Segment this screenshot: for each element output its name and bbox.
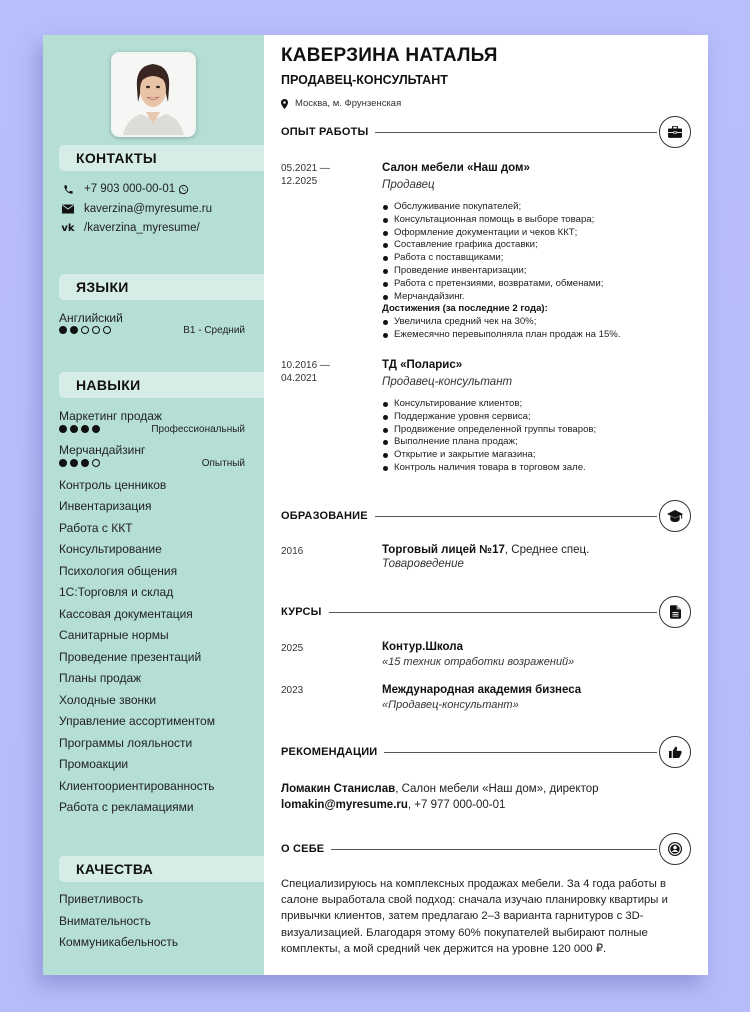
achievement-item: Увеличила средний чек на 30%; (382, 316, 692, 329)
duty-item: Контроль наличия товара в торговом зале. (382, 462, 692, 475)
duty-item: Открытие и закрытие магазина; (382, 449, 692, 462)
whatsapp-icon (178, 184, 189, 195)
skill-item: Клиентоориентированность (59, 779, 215, 793)
profile-photo (111, 52, 196, 137)
job-entry (382, 359, 692, 475)
course-provider: Контур.Школа (382, 641, 463, 653)
recommendations-section-header (281, 736, 691, 768)
courses-section-header (281, 596, 691, 628)
course-entry (382, 684, 692, 711)
skill-name: Маркетинг продаж (59, 409, 162, 423)
education-year: 2016 (281, 546, 304, 557)
email-text: kaverzina@myresume.ru (84, 203, 212, 215)
graduation-cap-icon (659, 500, 691, 532)
course-year: 2023 (281, 685, 304, 696)
skill-item: Психология общения (59, 564, 178, 578)
duty-item: Мерчандайзинг. (382, 291, 692, 304)
phone-icon (61, 182, 75, 196)
quality-item: Внимательность (59, 914, 151, 928)
skill-item: 1С:Торговля и склад (59, 585, 174, 599)
duty-item: Проведение инвентаризации; (382, 265, 692, 278)
job-date (281, 162, 330, 188)
level-dot-empty (103, 326, 111, 334)
duties-list (382, 398, 692, 475)
job-role: Продавец (382, 179, 435, 191)
language-name: Английский (59, 311, 123, 325)
skill-item: Программы лояльности (59, 736, 193, 750)
skill-item: Контроль ценников (59, 478, 167, 492)
duty-item: Оформление документации и чеков ККТ; (382, 227, 692, 240)
education-section-header (281, 500, 691, 532)
user-circle-icon (659, 833, 691, 865)
experience-title: ОПЫТ РАБОТЫ (281, 126, 369, 138)
level-dot-empty (92, 326, 100, 334)
duty-item: Поддержание уровня сервиса; (382, 411, 692, 424)
education-entry (382, 544, 692, 570)
course-name: «Продавец-консультант» (382, 699, 519, 711)
recommender-details: , Салон мебели «Наш дом», директор (395, 783, 599, 795)
job-date-start: 05.2021 — (281, 163, 330, 174)
level-dot-filled (92, 425, 100, 433)
level-dot-filled (59, 459, 67, 467)
vk-icon: vk (61, 222, 75, 234)
course-year: 2025 (281, 643, 304, 654)
briefcase-icon (659, 116, 691, 148)
sidebar (43, 35, 264, 975)
courses-title: КУРСЫ (281, 606, 322, 618)
about-section-header (281, 833, 691, 865)
achievements-title: Достижения (за последние 2 года): (382, 303, 548, 315)
course-provider: Международная академия бизнеса (382, 684, 582, 696)
about-text: Специализируюсь на комплексных продажах мебели. За 4 года работы в салоне выработала свой подход: сначала изучаю планировку квартиры и привычки клиентов, затем предлагаю 2–3 варианта гарнитуров с 3D-визуализацией. Благодаря этому 60% покупателей выбирают полные комплекты, а мой средний чек держится на уровне 120 000 ₽. (281, 878, 668, 955)
job-entry (382, 162, 692, 342)
skill-item: Кассовая документация (59, 607, 193, 621)
contacts-header: КОНТАКТЫ (59, 145, 264, 171)
level-dot-empty (92, 459, 100, 467)
skill-item: Проведение презентаций (59, 650, 202, 664)
divider (375, 516, 657, 517)
language-level-dots (59, 326, 111, 334)
duty-item: Консультирование клиентов; (382, 398, 692, 411)
language-level: B1 - Средний (183, 325, 245, 336)
job-date-end: 04.2021 (281, 373, 318, 384)
recommendations-title: РЕКОМЕНДАЦИИ (281, 746, 378, 758)
divider (331, 849, 657, 850)
recommender-phone: , +7 977 000-00-01 (407, 799, 506, 811)
course-entry (382, 641, 692, 668)
level-dot-filled (70, 326, 78, 334)
phone-text: +7 903 000-00-01 (84, 183, 176, 195)
duty-item: Консультационная помощь в выборе товара; (382, 214, 692, 227)
recommender-email[interactable]: lomakin@myresume.ru (281, 799, 408, 811)
envelope-icon (61, 202, 75, 216)
skill-item: Холодные звонки (59, 693, 157, 707)
divider (329, 612, 657, 613)
education-line (382, 544, 692, 556)
languages-header: ЯЗЫКИ (59, 274, 264, 300)
job-date-end: 12.2025 (281, 176, 318, 187)
level-dot-filled (81, 459, 89, 467)
duties-list (382, 201, 692, 303)
thumbs-up-icon (659, 736, 691, 768)
main-content (264, 35, 708, 975)
person-name: КАВЕРЗИНА НАТАЛЬЯ (281, 45, 498, 66)
skill-level-dots (59, 459, 100, 467)
email-contact[interactable] (61, 200, 212, 218)
recommendation (281, 781, 691, 813)
skill-level: Профессиональный (151, 424, 245, 435)
vk-contact[interactable] (61, 219, 200, 237)
document-icon (659, 596, 691, 628)
location (281, 98, 401, 109)
level-dot-empty (81, 326, 89, 334)
duty-item: Продвижение определенной группы товаров; (382, 424, 692, 437)
skill-level-dots (59, 425, 100, 433)
achievement-item: Ежемесячно перевыполняла план продаж на 15%. (382, 329, 692, 342)
vk-text: /kaverzina_myresume/ (84, 222, 200, 234)
degree: , Среднее спец. (504, 544, 590, 556)
skill-level: Опытный (201, 458, 245, 469)
skill-item: Планы продаж (59, 671, 142, 685)
skill-name: Мерчандайзинг (59, 443, 146, 457)
skills-header: НАВЫКИ (59, 372, 264, 398)
level-dot-filled (81, 425, 89, 433)
recommendation-line-2 (281, 797, 691, 813)
map-pin-icon (281, 99, 288, 109)
skill-item: Инвентаризация (59, 499, 152, 513)
duty-item: Выполнение плана продаж; (382, 436, 692, 449)
specialty: Товароведение (382, 558, 464, 570)
company-name: ТД «Поларис» (382, 359, 463, 371)
job-date (281, 359, 330, 385)
skill-item: Консультирование (59, 542, 162, 556)
skill-item: Работа с ККТ (59, 521, 133, 535)
quality-item: Приветливость (59, 892, 144, 906)
phone-contact[interactable] (61, 180, 189, 198)
qualities-header: КАЧЕСТВА (59, 856, 264, 882)
quality-item: Коммуникабельность (59, 935, 179, 949)
recommender-name: Ломакин Станислав (281, 783, 396, 795)
divider (375, 132, 657, 133)
skill-item: Работа с рекламациями (59, 800, 194, 814)
job-role: Продавец-консультант (382, 376, 513, 388)
skill-item: Санитарные нормы (59, 628, 169, 642)
achievements-list (382, 316, 692, 342)
duty-item: Составление графика доставки; (382, 239, 692, 252)
experience-section-header (281, 116, 691, 148)
level-dot-filled (59, 326, 67, 334)
skill-item: Промоакции (59, 757, 129, 771)
about-title: О СЕБЕ (281, 843, 325, 855)
education-title: ОБРАЗОВАНИЕ (281, 510, 368, 522)
divider (384, 752, 657, 753)
level-dot-filled (70, 425, 78, 433)
location-text: Москва, м. Фрунзенская (295, 98, 402, 109)
resume-page (43, 35, 708, 975)
level-dot-filled (70, 459, 78, 467)
skill-item: Управление ассортиментом (59, 714, 215, 728)
person-position: ПРОДАВЕЦ-КОНСУЛЬТАНТ (281, 73, 448, 87)
duty-item: Обслуживание покупателей; (382, 201, 692, 214)
recommendation-line-1 (281, 781, 691, 797)
duty-item: Работа с претензиями, возвратами, обменами; (382, 278, 692, 291)
job-date-start: 10.2016 — (281, 360, 330, 371)
school-name: Торговый лицей №17 (382, 544, 505, 556)
company-name: Салон мебели «Наш дом» (382, 162, 530, 174)
course-name: «15 техник отработки возражений» (382, 656, 575, 668)
level-dot-filled (59, 425, 67, 433)
duty-item: Работа с поставщиками; (382, 252, 692, 265)
